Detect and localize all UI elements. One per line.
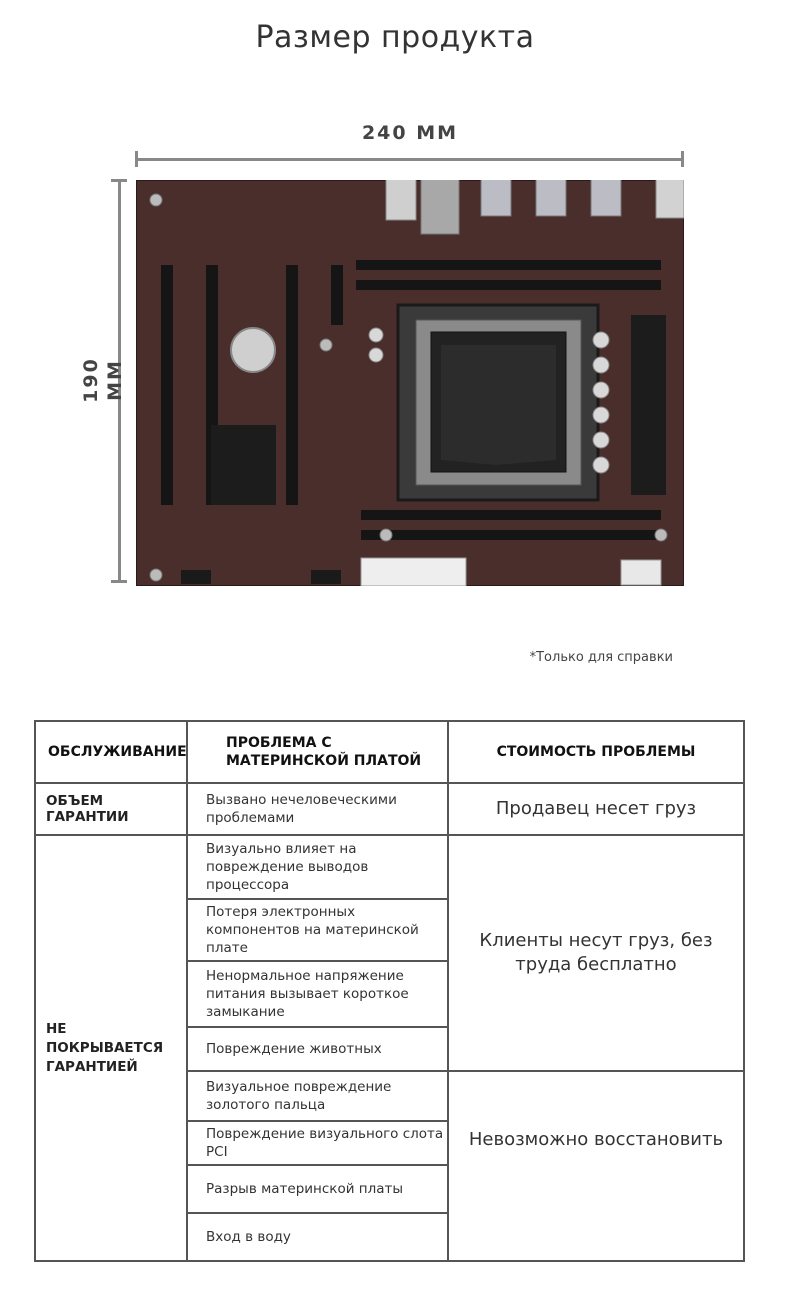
height-tick-bottom [111, 580, 127, 583]
problem-item: Повреждение визуального слота PCI [187, 1121, 448, 1165]
width-dimension-label: 240 MM [361, 122, 459, 144]
warranty-scope-problem: Вызвано нечеловеческими проблемами [187, 783, 448, 835]
problem-item: Повреждение животных [187, 1027, 448, 1071]
problem-item: Потеря электронных компонентов на материнской плате [187, 899, 448, 961]
warranty-table [34, 720, 745, 1262]
reference-note: *Только для справки [529, 650, 673, 665]
height-tick-top [111, 179, 127, 182]
group1-cost: Клиенты несут груз, без труда бесплатно [448, 835, 744, 1071]
width-tick-right [681, 151, 684, 167]
problem-item: Визуально влияет на повреждение выводов процессора [187, 835, 448, 899]
problem-item: Разрыв материнской платы [187, 1165, 448, 1213]
group2-cost: Невозможно восстановить [448, 1071, 744, 1261]
header-service: ОБСЛУЖИВАНИЕ [35, 721, 187, 783]
motherboard-image [136, 180, 684, 586]
height-dimension-label: 190 MM [80, 357, 126, 403]
warranty-scope-cost: Продавец несет груз [448, 783, 744, 835]
page-title: Размер продукта [255, 20, 535, 55]
header-problem: ПРОБЛЕМА С МАТЕРИНСКОЙ ПЛАТОЙ [187, 721, 448, 783]
problem-item: Вход в воду [187, 1213, 448, 1261]
problem-item: Ненормальное напряжение питания вызывает короткое замыкание [187, 961, 448, 1027]
table-row [35, 835, 744, 899]
warranty-scope-label: ОБЪЕМ ГАРАНТИИ [35, 783, 187, 835]
width-tick-left [135, 151, 138, 167]
not-covered-label: НЕ ПОКРЫВАЕТСЯ ГАРАНТИЕЙ [35, 835, 187, 1261]
table-row [35, 783, 744, 835]
header-cost: СТОИМОСТЬ ПРОБЛЕМЫ [448, 721, 744, 783]
problem-item: Визуальное повреждение золотого пальца [187, 1071, 448, 1121]
table-header-row [35, 721, 744, 783]
width-dimension-line [136, 158, 683, 161]
